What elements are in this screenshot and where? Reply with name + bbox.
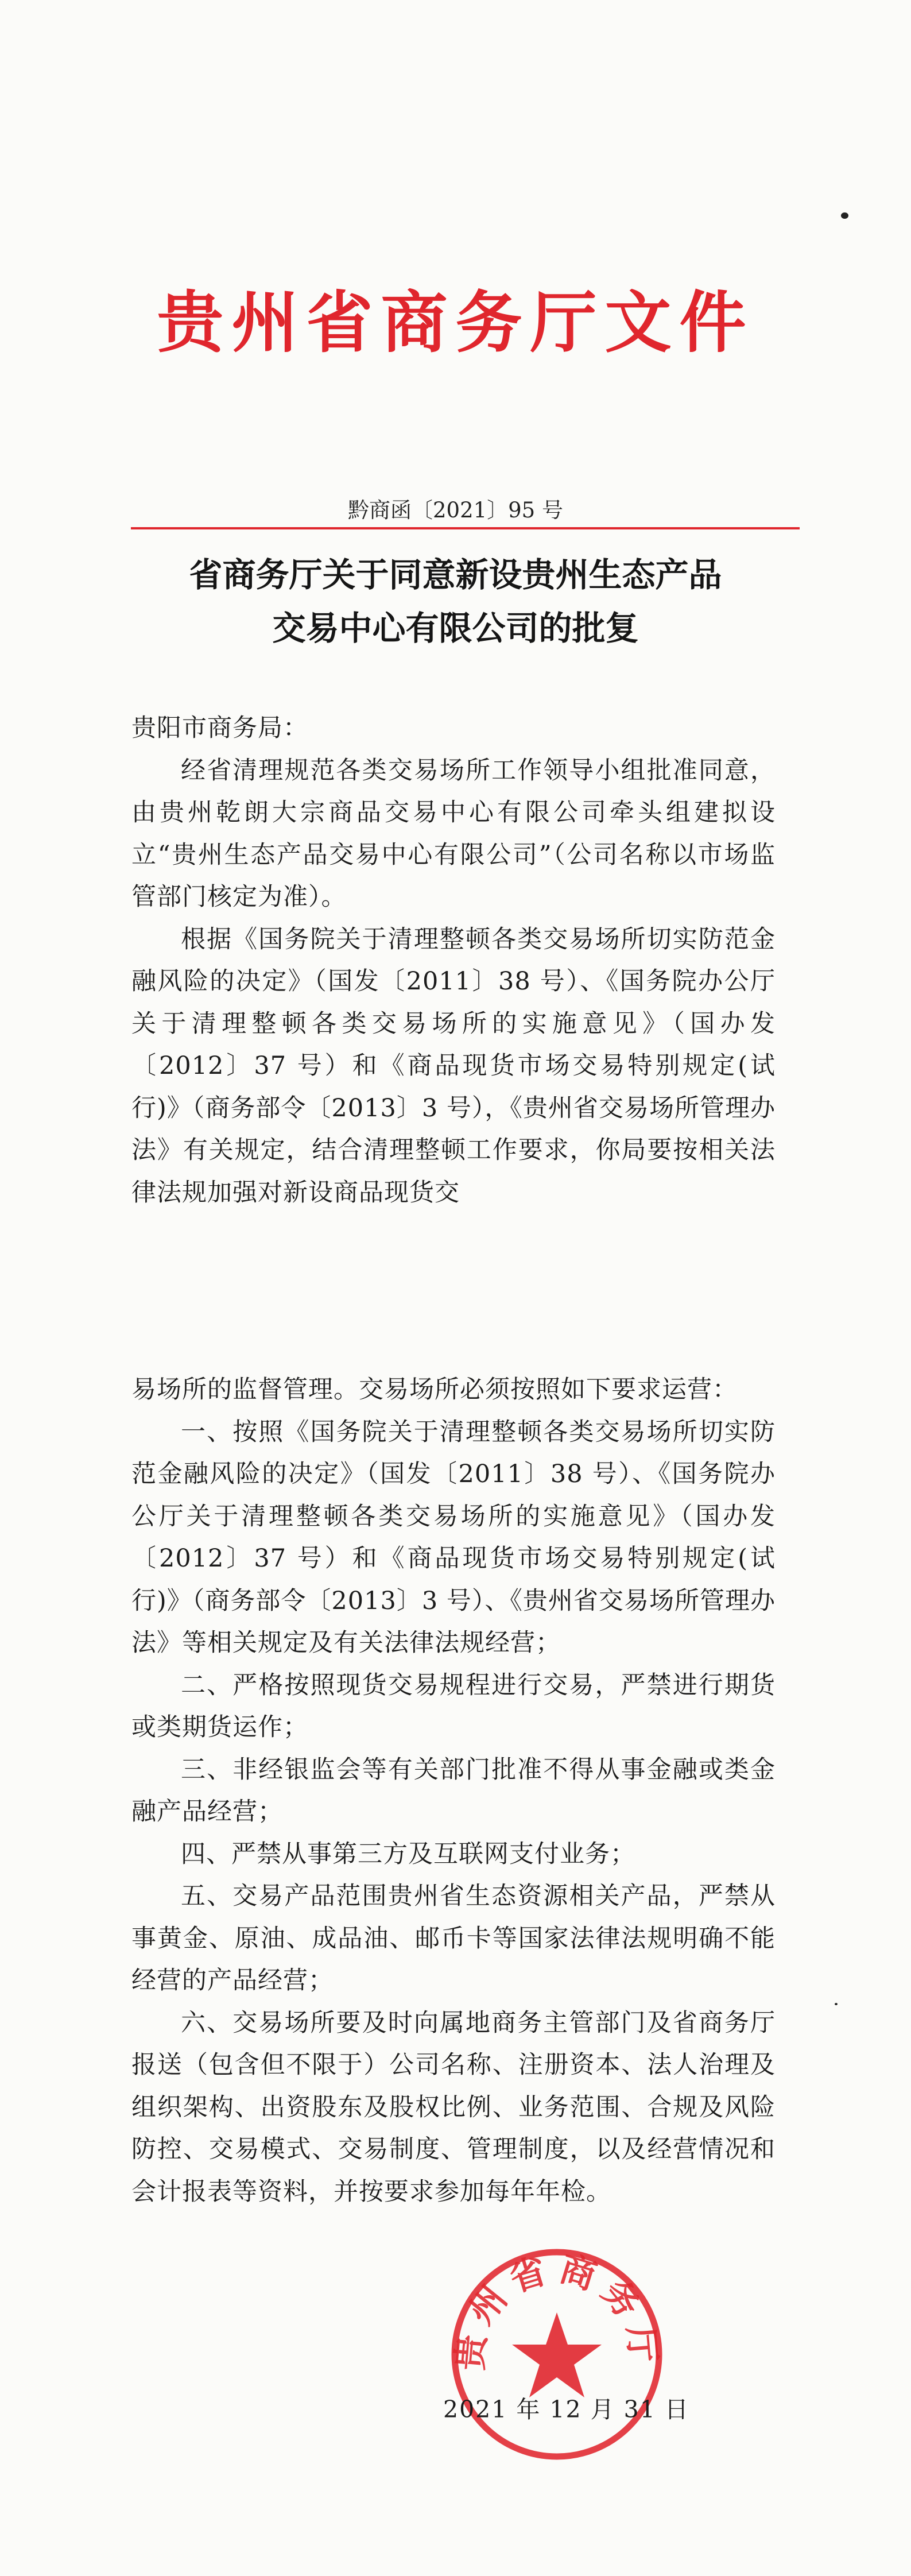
body-section-1 (131, 707, 776, 1214)
header-divider (131, 527, 800, 529)
scan-speck (841, 212, 848, 219)
title-line-1: 省商务厅关于同意新设贵州生态产品 (189, 555, 722, 594)
requirement-4: 四、严禁从事第三方及互联网支付业务； (181, 1839, 635, 1869)
scan-speck (835, 2003, 838, 2005)
issue-date: 2021 年 12 月 31 日 (443, 2396, 689, 2423)
title-line-2: 交易中心有限公司的批复 (272, 609, 639, 648)
requirement-1: 一、按照《国务院关于清理整顿各类交易场所切实防范金融风险的决定》（国发〔2011〕38 号）、《国务院办公厅关于清理整顿各类交易场所的实施意见》（国办发〔2012〕37 号）和《商品现货市场交易特别规定(试行)》（商务部令〔2013〕3 号）、《贵州省交易场所管理办法》等相关规定及有关法律法规经营； (131, 1417, 776, 1657)
requirement-3: 三、非经银监会等有关部门批准不得从事金融或类金融产品经营； (131, 1755, 776, 1826)
body-continuation: 易场所的监督管理。交易场所必须按照如下要求运营： (131, 1375, 738, 1404)
body-paragraph-1: 经省清理规范各类交易场所工作领导小组批准同意，由贵州乾朗大宗商品交易中心有限公司牵头组建拟设立“贵州生态产品交易中心有限公司”（公司名称以市场监管部门核定为准）。 (131, 756, 776, 911)
official-seal-icon (445, 2242, 669, 2466)
requirement-5: 五、交易产品范围贵州省生态资源相关产品，严禁从事黄金、原油、成品油、邮币卡等国家法律法规明确不能经营的产品经营； (131, 1882, 776, 1995)
requirement-2: 二、严格按照现货交易规程进行交易，严禁进行期货或类期货运作； (131, 1670, 776, 1742)
document-number: 黔商函〔2021〕95 号 (347, 498, 563, 523)
svg-text:贵州省商务厅: 贵州省商务厅 (448, 2247, 665, 2372)
requirement-6: 六、交易场所要及时向属地商务主管部门及省商务厅报送（包含但不限于）公司名称、注册资本、法人治理及组织架构、出资股东及股权比例、业务范围、合规及风险防控、交易模式、交易制度、管理制度，以及经营情况和会计报表等资料，并按要求参加每年年检。 (131, 2008, 776, 2206)
addressee: 贵阳市商务局： (131, 714, 308, 742)
document-title (0, 548, 911, 655)
issuer-header: 贵州省商务厅文件 (157, 284, 754, 362)
body-section-2 (131, 1369, 776, 2213)
body-paragraph-2: 根据《国务院关于清理整顿各类交易场所切实防范金融风险的决定》（国发〔2011〕38 号）、《国务院办公厅关于清理整顿各类交易场所的实施意见》（国办发〔2012〕37 号）和《商品现货市场交易特别规定(试行)》（商务部令〔2013〕3 号），《贵州省交易场所管理办法》有关规定，结合清理整顿工作要求，你局要按相关法律法规加强对新设商品现货交 (131, 925, 776, 1207)
